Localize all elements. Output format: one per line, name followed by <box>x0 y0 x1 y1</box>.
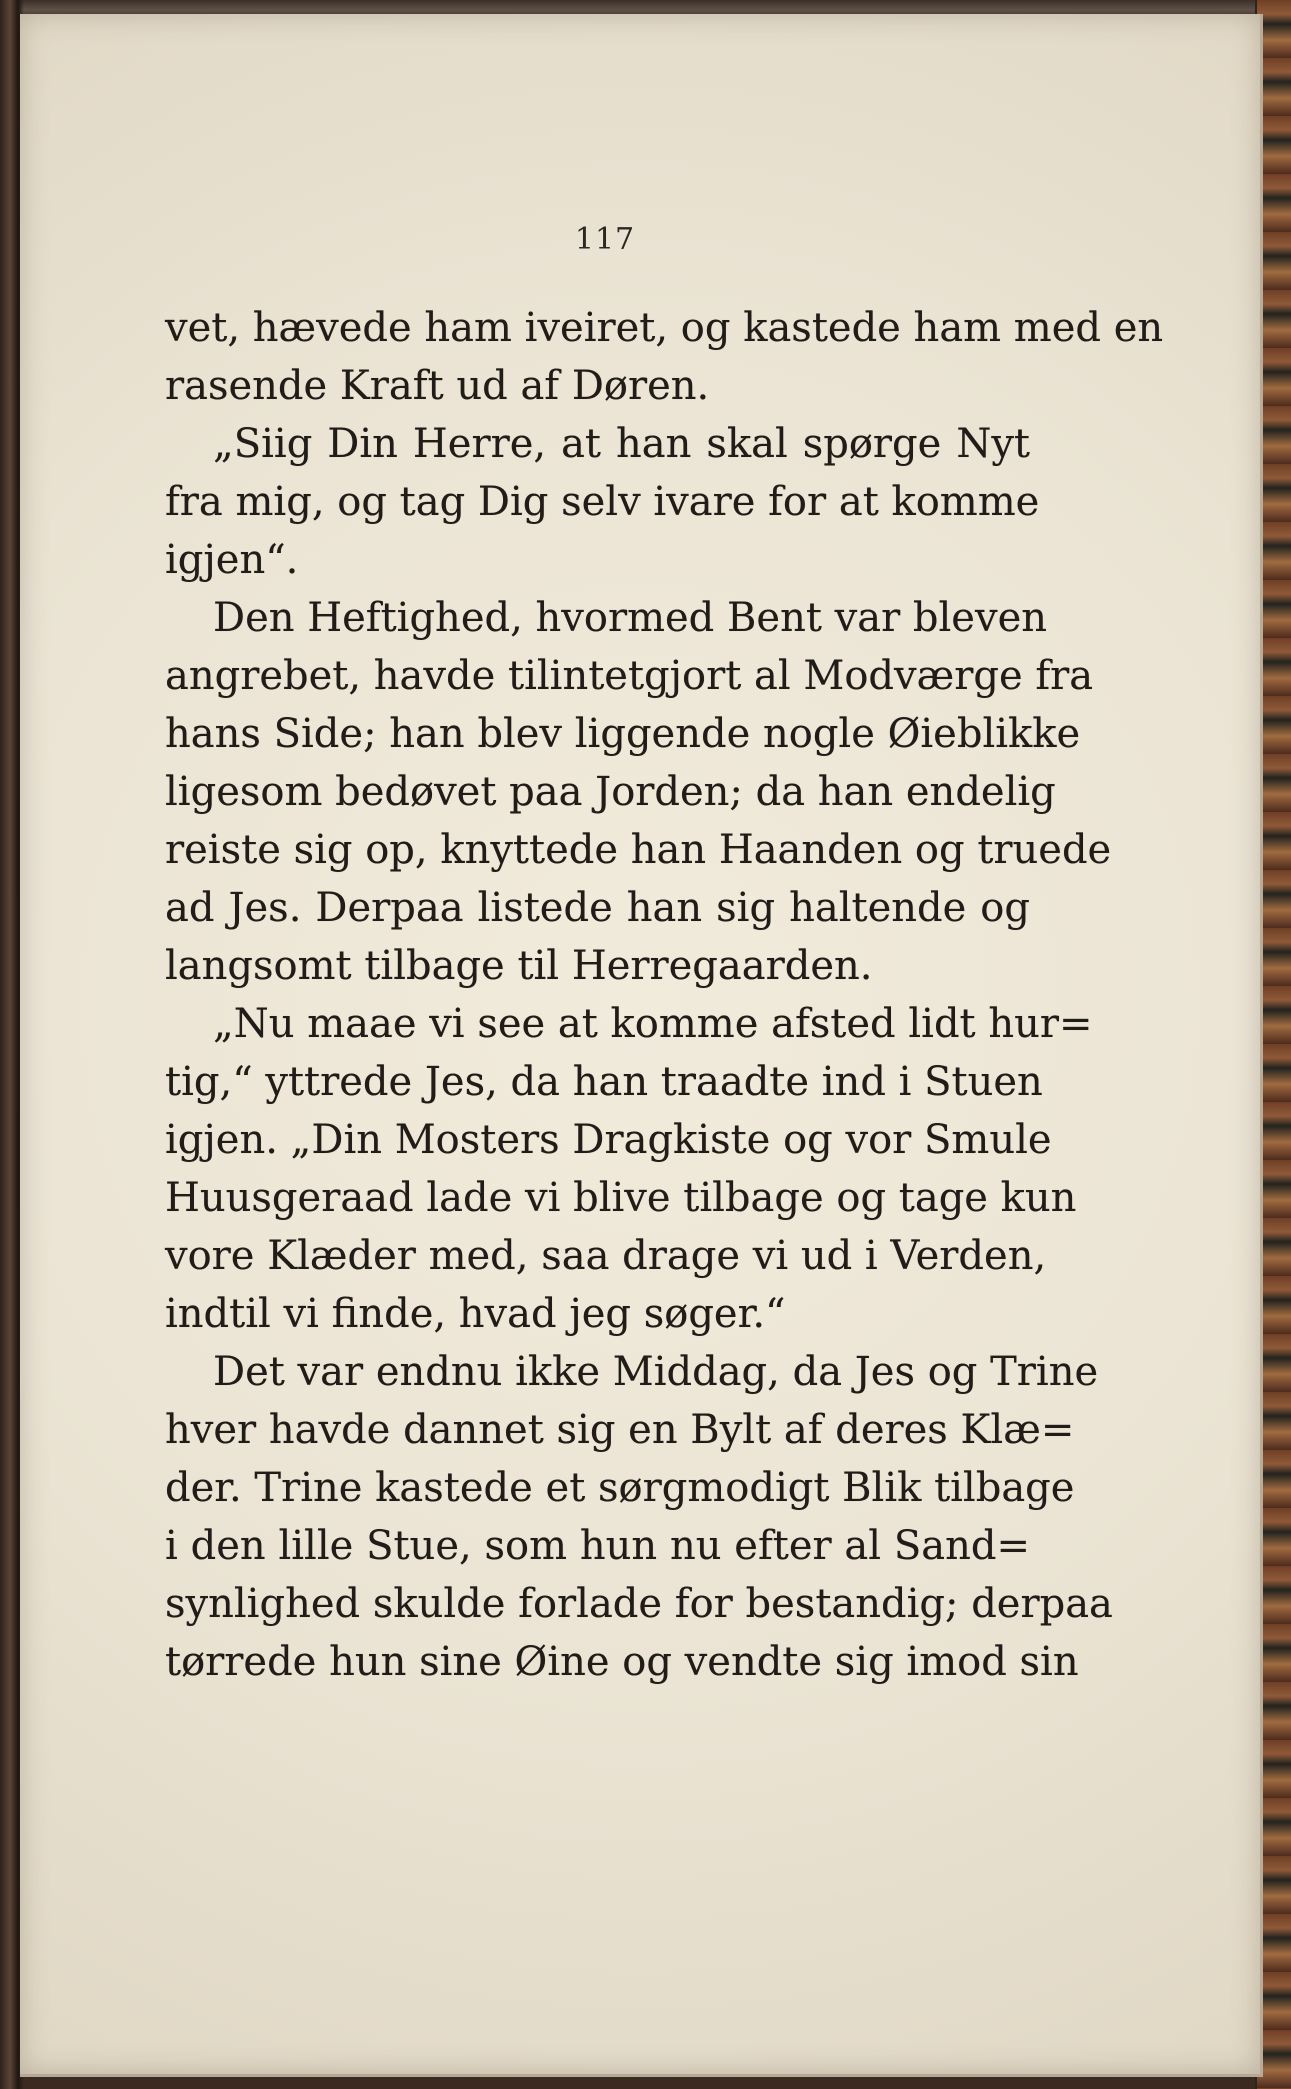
text-line: fra mig, og tag Dig selv ivare for at komme <box>165 479 1040 525</box>
page-number: 117 <box>574 222 636 257</box>
text-line: igjen. „Din Mosters Dragkiste og vor Smule <box>165 1117 1052 1163</box>
text-line: i den lille Stue, som hun nu efter al Sand= <box>165 1523 1030 1569</box>
text-line: „Siig Din Herre, at han skal spørge Nyt <box>213 421 1030 467</box>
text-line: vet, hævede ham iveiret, og kastede ham med en <box>165 305 1164 351</box>
text-line: reiste sig op, knyttede han Haanden og truede <box>165 827 1112 873</box>
text-line: tig,“ yttrede Jes, da han traadte ind i Stuen <box>165 1059 1043 1105</box>
body-text <box>165 299 1164 1691</box>
text-line: Den Heftighed, hvormed Bent var bleven <box>213 595 1048 641</box>
text-line: rasende Kraft ud af Døren. <box>165 363 710 409</box>
text-line: angrebet, havde tilintetgjort al Modværge fra <box>165 653 1094 699</box>
text-line: indtil vi finde, hvad jeg søger.“ <box>165 1291 786 1337</box>
paper-page <box>20 14 1263 2077</box>
text-line: Huusgeraad lade vi blive tilbage og tage kun <box>165 1175 1077 1221</box>
text-line: ad Jes. Derpaa listede han sig haltende og <box>165 885 1030 931</box>
text-line: vore Klæder med, saa drage vi ud i Verden, <box>165 1233 1047 1279</box>
text-line: Det var endnu ikke Middag, da Jes og Trine <box>213 1349 1099 1395</box>
text-line: hans Side; han blev liggende nogle Øieblikke <box>165 711 1081 757</box>
text-line: ligesom bedøvet paa Jorden; da han endelig <box>165 769 1056 815</box>
text-line: hver havde dannet sig en Bylt af deres Klæ= <box>165 1407 1075 1453</box>
text-line: synlighed skulde forlade for bestandig; derpaa <box>165 1581 1113 1627</box>
text-line: tørrede hun sine Øine og vendte sig imod sin <box>165 1639 1079 1685</box>
text-line: igjen“. <box>165 537 299 583</box>
text-line: langsomt tilbage til Herregaarden. <box>165 943 873 989</box>
text-line: der. Trine kastede et sørgmodigt Blik tilbage <box>165 1465 1075 1511</box>
text-line: „Nu maae vi see at komme afsted lidt hur= <box>213 1001 1093 1047</box>
